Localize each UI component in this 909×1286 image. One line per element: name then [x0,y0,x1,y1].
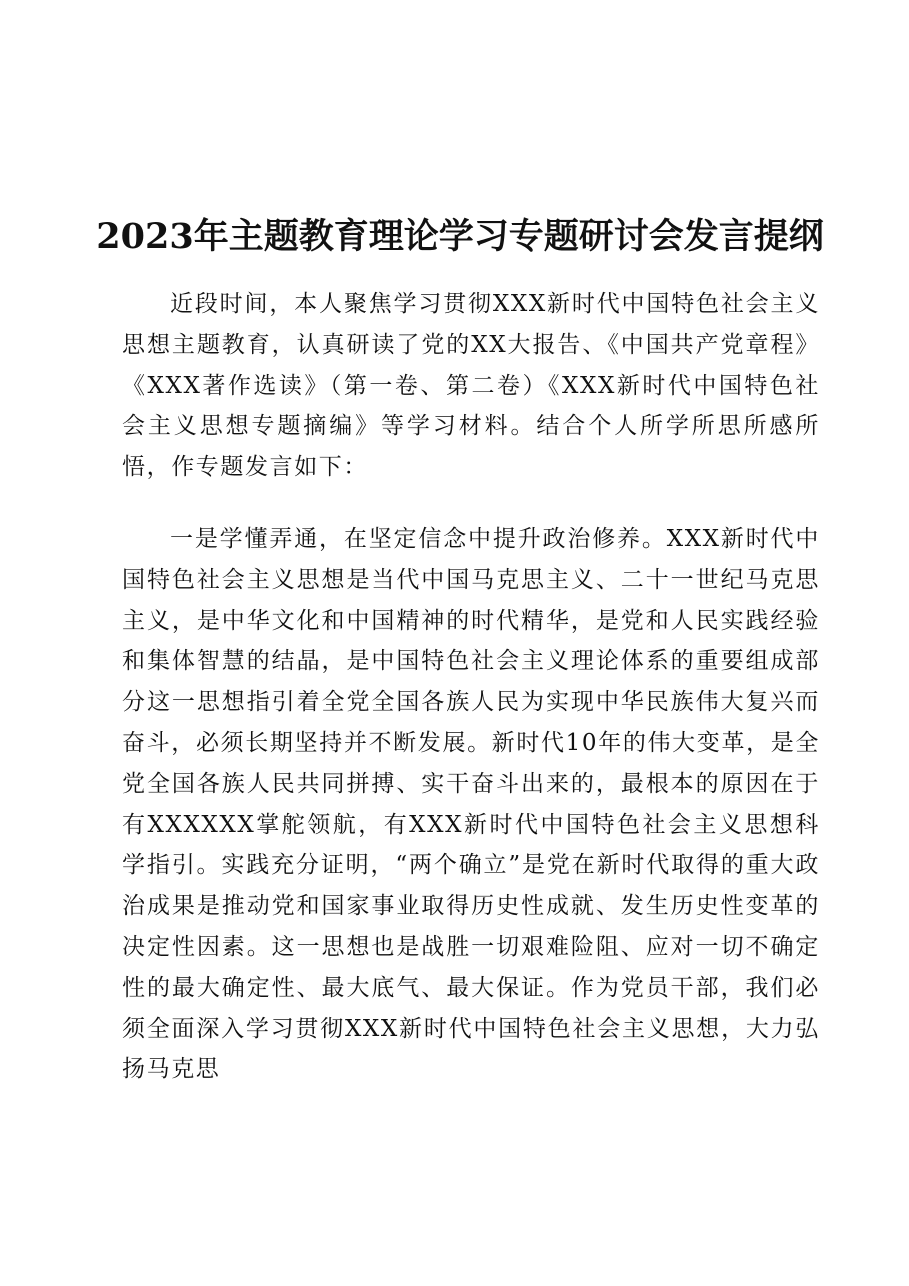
document-title: 2023年主题教育理论学习专题研讨会发言提纲 [96,216,824,258]
paragraph-intro: 近段时间，本人聚焦学习贯彻XXX新时代中国特色社会主义思想主题教育，认真研读了党的XX大报告、《中国共产党章程》《XXX著作选读》（第一卷、第二卷）《XXX新时代中国特色社会主义思想专题摘编》等学习材料。结合个人所学所思所感所悟，作专题发言如下： [122,291,820,481]
paragraph-point-one: 一是学懂弄通，在坚定信念中提升政治修养。XXX新时代中国特色社会主义思想是当代中国马克思主义、二十一世纪马克思主义，是中华文化和中国精神的时代精华，是党和人民实践经验和集体智慧的结晶，是中国特色社会主义理论体系的重要组成部分这一思想指引着全党全国各族人民为实现中华民族伟大复兴而奋斗，必须长期坚持并不断发展。新时代10年的伟大变革，是全党全国各族人民共同拼搏、实干奋斗出来的，最根本的原因在于有XXXXXX掌舵领航，有XXX新时代中国特色社会主义思想科学指引。实践充分证明，“两个确立”是党在新时代取得的重大政治成果是推动党和国家事业取得历史性成就、发生历史性变革的决定性因素。这一思想也是战胜一切艰难险阻、应对一切不确定性的最大确定性、最大底气、最大保证。作为党员干部，我们必须全面深入学习贯彻XXX新时代中国特色社会主义思想，大力弘扬马克思 [122,526,820,1083]
